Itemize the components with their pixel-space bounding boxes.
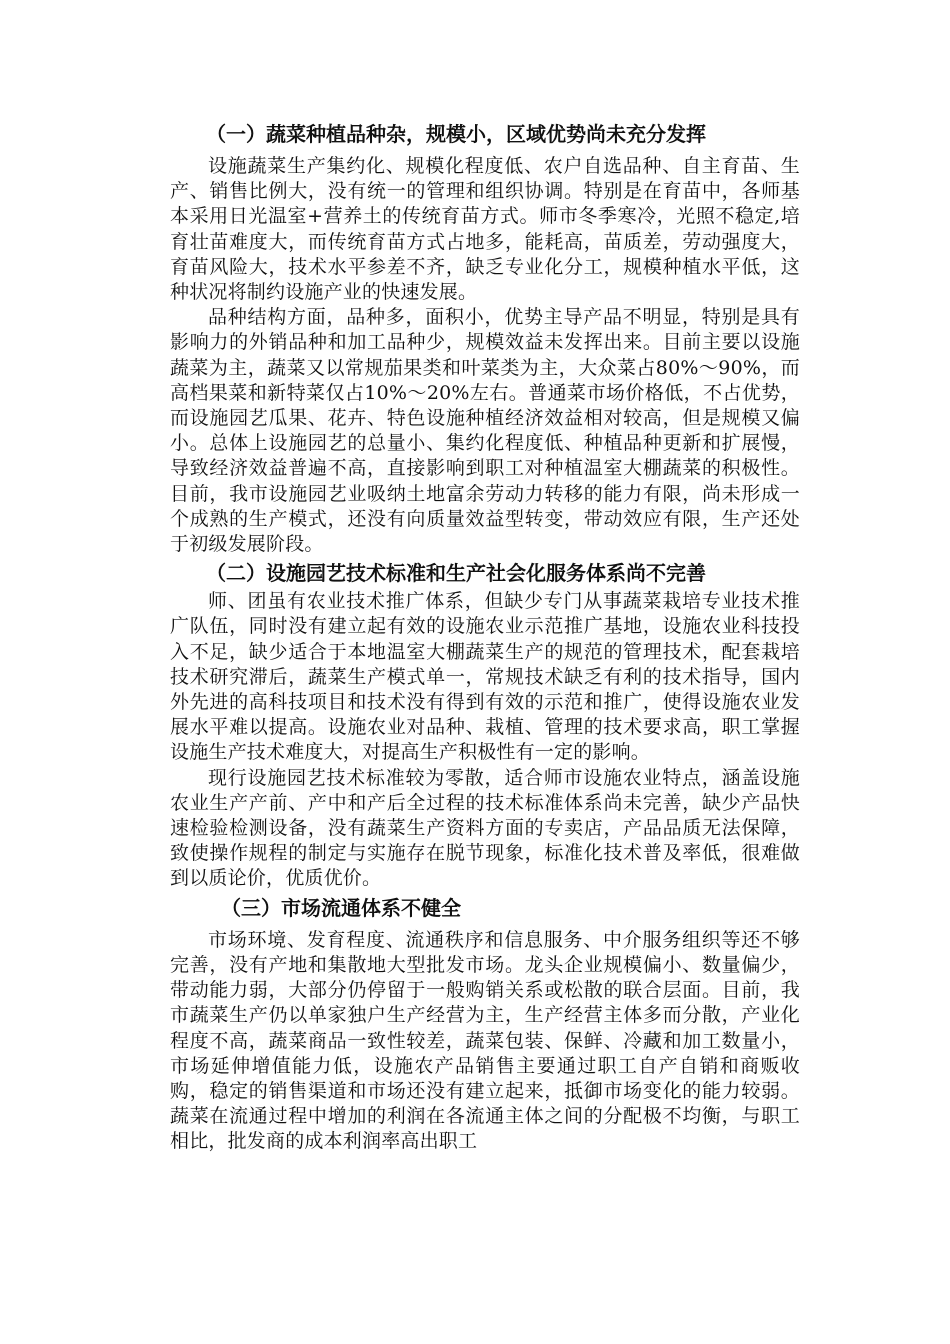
section-heading: （三）市场流通体系不健全 xyxy=(221,895,461,920)
section-1 xyxy=(170,118,800,557)
document-body xyxy=(170,118,800,1155)
section-3 xyxy=(170,892,800,1155)
section-heading: （二）设施园艺技术标准和生产社会化服务体系尚不完善 xyxy=(206,561,706,586)
section-2 xyxy=(170,557,800,891)
paragraph: 设施蔬菜生产集约化、规模化程度低、农户自选品种、自主育苗、生产、销售比例大，没有统一的管理和组织协调。特别是在育苗中，各师基本采用日光温室+营养土的传统育苗方式。师市冬季寒冷，光照不稳定,培育壮苗难度大，而传统育苗方式占地多，能耗高，苗质差，劳动强度大，育苗风险大，技术水平参差不齐，缺乏专业化分工，规模种植水平低，这种状况将制约设施产业的快速发展。 xyxy=(170,155,800,304)
section-heading: （一）蔬菜种植品种杂，规模小，区域优势尚未充分发挥 xyxy=(206,122,706,146)
paragraph: 现行设施园艺技术标准较为零散，适合师市设施农业特点，涵盖设施农业生产产前、产中和产后全过程的技术标准体系尚未完善，缺少产品快速检验检测设备，没有蔬菜生产资料方面的专卖店，产品品质无法保障，致使操作规程的制定与实施存在脱节现象，标准化技术普及率低，很难做到以质论价，优质优价。 xyxy=(170,766,800,890)
paragraph: 品种结构方面，品种多，面积小，优势主导产品不明显，特别是具有影响力的外销品种和加工品种少，规模效益未发挥出来。目前主要以设施蔬菜为主，蔬菜又以常规茄果类和叶菜类为主，大众菜占80%～90%，而高档果菜和新特菜仅占10%～20%左右。普通菜市场价格低，不占优势，而设施园艺瓜果、花卉、特色设施种植经济效益相对较高，但是规模又偏小。总体上设施园艺的总量小、集约化程度低、种植品种更新和扩展慢，导致经济效益普遍不高，直接影响到职工对种植温室大棚蔬菜的积极性。目前，我市设施园艺业吸纳土地富余劳动力转移的能力有限，尚未形成一个成熟的生产模式，还没有向质量效益型转变，带动效应有限，生产还处于初级发展阶段。 xyxy=(170,306,800,556)
paragraph: 师、团虽有农业技术推广体系，但缺少专门从事蔬菜栽培专业技术推广队伍，同时没有建立起有效的设施农业示范推广基地，设施农业科技投入不足，缺少适合于本地温室大棚蔬菜生产的规范的管理技术，配套栽培技术研究滞后，蔬菜生产模式单一，常规技术缺乏有利的技术指导，国内外先进的高科技项目和技术没有得到有效的示范和推广，使得设施农业发展水平难以提高。设施农业对品种、栽植、管理的技术要求高，职工掌握设施生产技术难度大，对提高生产积极性有一定的影响。 xyxy=(170,590,800,764)
paragraph: 市场环境、发育程度、流通秩序和信息服务、中介服务组织等还不够完善，没有产地和集散地大型批发市场。龙头企业规模偏小、数量偏少，带动能力弱，大部分仍停留于一般购销关系或松散的联合层面。目前，我市蔬菜生产仍以单家独户生产经营为主，生产经营主体多而分散，产业化程度不高，蔬菜商品一致性较差，蔬菜包装、保鲜、冷藏和加工数量小，市场延伸增值能力低，设施农产品销售主要通过职工自产自销和商贩收购，稳定的销售渠道和市场还没有建立起来，抵御市场变化的能力较弱。蔬菜在流通过程中增加的利润在各流通主体之间的分配极不均衡，与职工相比，批发商的成本利润率高出职工 xyxy=(170,928,800,1153)
